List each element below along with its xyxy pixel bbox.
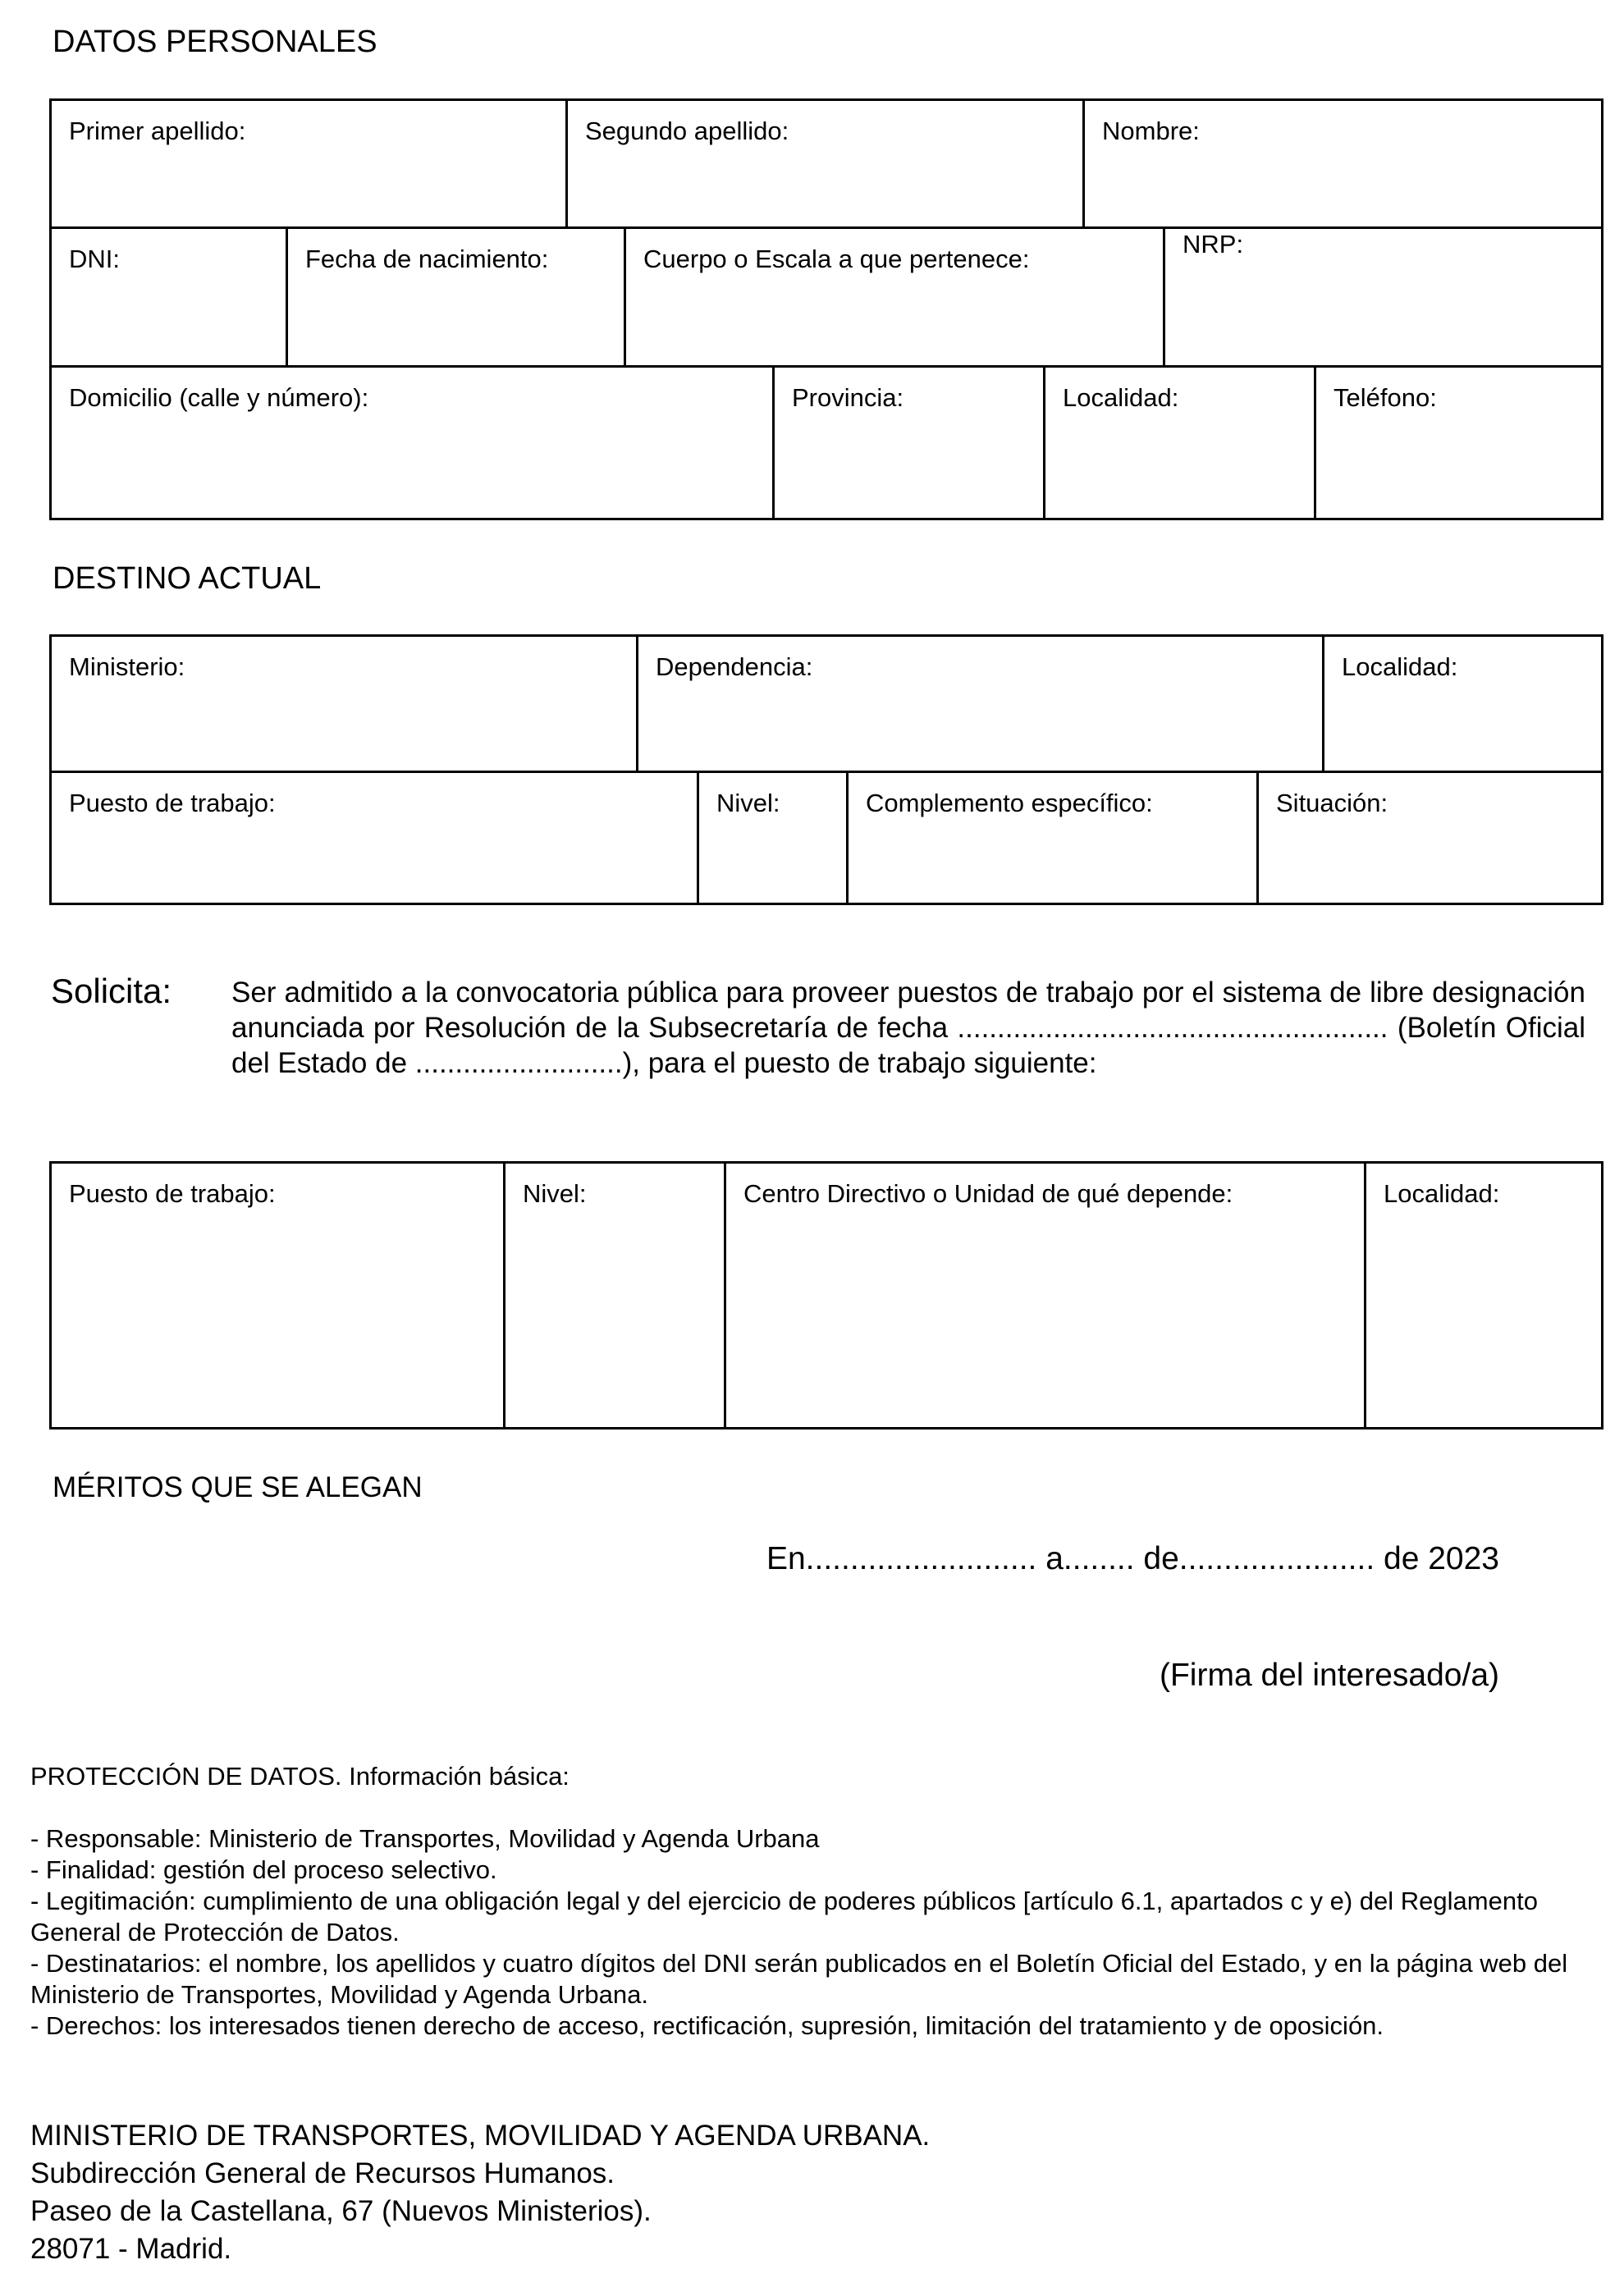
- direccion-cp-ciudad: 28071 - Madrid.: [30, 2233, 232, 2265]
- field-telefono[interactable]: Teléfono:: [1334, 383, 1437, 412]
- proteccion-title: PROTECCIÓN DE DATOS. Información básica:: [30, 1762, 570, 1791]
- field-nivel-actual[interactable]: Nivel:: [716, 789, 780, 817]
- solicita-text: Ser admitido a la convocatoria pública para proveer puestos de trabajo por el sistema de libre designación anunciada por Resolución de la Subsecretaría de fecha ...................................................... (Boletín Oficial del Estado de ..........................), para el puesto de trabajo siguiente:: [231, 977, 1585, 1079]
- proteccion-derechos: - Derechos: los interesados tienen derecho de acceso, rectificación, supresión, limitación del tratamiento y de oposición.: [30, 2011, 1384, 2040]
- field-nivel-solicitado[interactable]: Nivel:: [523, 1179, 587, 1208]
- field-primer-apellido[interactable]: Primer apellido:: [69, 117, 246, 145]
- field-nombre[interactable]: Nombre:: [1102, 117, 1200, 145]
- field-segundo-apellido[interactable]: Segundo apellido:: [585, 117, 789, 145]
- field-localidad-actual[interactable]: Localidad:: [1342, 652, 1458, 681]
- proteccion-finalidad: - Finalidad: gestión del proceso selectivo.: [30, 1855, 497, 1884]
- field-domicilio[interactable]: Domicilio (calle y número):: [69, 383, 369, 412]
- direccion-subdireccion: Subdirección General de Recursos Humanos.: [30, 2157, 615, 2189]
- field-ministerio[interactable]: Ministerio:: [69, 652, 185, 681]
- firma-label: (Firma del interesado/a): [1160, 1658, 1499, 1693]
- fecha-lugar-line: En.......................... a........ de...................... de 2023: [766, 1541, 1499, 1576]
- puesto-solicitado-table: [49, 1161, 1603, 1429]
- field-puesto-trabajo-solicitado[interactable]: Puesto de trabajo:: [69, 1179, 276, 1208]
- field-centro-directivo[interactable]: Centro Directivo o Unidad de qué depende:: [743, 1179, 1233, 1208]
- field-localidad[interactable]: Localidad:: [1063, 383, 1179, 412]
- section-title-meritos: MÉRITOS QUE SE ALEGAN: [53, 1471, 423, 1503]
- direccion-calle: Paseo de la Castellana, 67 (Nuevos Ministerios).: [30, 2195, 652, 2227]
- field-cuerpo-escala[interactable]: Cuerpo o Escala a que pertenece:: [643, 245, 1030, 273]
- datos-personales-table: [49, 98, 1603, 520]
- destino-actual-table: [49, 634, 1603, 905]
- direccion-block: [30, 2117, 930, 2268]
- field-nrp[interactable]: NRP:: [1183, 230, 1244, 258]
- field-complemento-especifico[interactable]: Complemento específico:: [866, 789, 1153, 817]
- solicita-label: Solicita:: [51, 972, 172, 1010]
- section-title-datos-personales: DATOS PERSONALES: [53, 25, 377, 59]
- proteccion-destinatarios: - Destinatarios: el nombre, los apellidos y cuatro dígitos del DNI serán publicados en el Boletín Oficial del Estado, y en la página web del Ministerio de Transportes, Movilidad y Agenda Urbana.: [30, 1949, 1568, 2009]
- field-provincia[interactable]: Provincia:: [792, 383, 904, 412]
- direccion-ministerio: MINISTERIO DE TRANSPORTES, MOVILIDAD Y AGENDA URBANA.: [30, 2120, 931, 2152]
- proteccion-responsable: - Responsable: Ministerio de Transportes, Movilidad y Agenda Urbana: [30, 1824, 820, 1853]
- proteccion-datos-block: [30, 1761, 1573, 2042]
- field-dni[interactable]: DNI:: [69, 245, 120, 273]
- field-situacion[interactable]: Situación:: [1276, 789, 1388, 817]
- field-puesto-trabajo-actual[interactable]: Puesto de trabajo:: [69, 789, 276, 817]
- field-fecha-nacimiento[interactable]: Fecha de nacimiento:: [305, 245, 549, 273]
- section-title-destino-actual: DESTINO ACTUAL: [53, 561, 322, 596]
- field-dependencia[interactable]: Dependencia:: [656, 652, 813, 681]
- proteccion-legitimacion: - Legitimación: cumplimiento de una obligación legal y del ejercicio de poderes públicos [artículo 6.1, apartados c y e) del Reglamento General de Protección de Datos.: [30, 1887, 1538, 1946]
- field-localidad-solicitada[interactable]: Localidad:: [1384, 1179, 1500, 1208]
